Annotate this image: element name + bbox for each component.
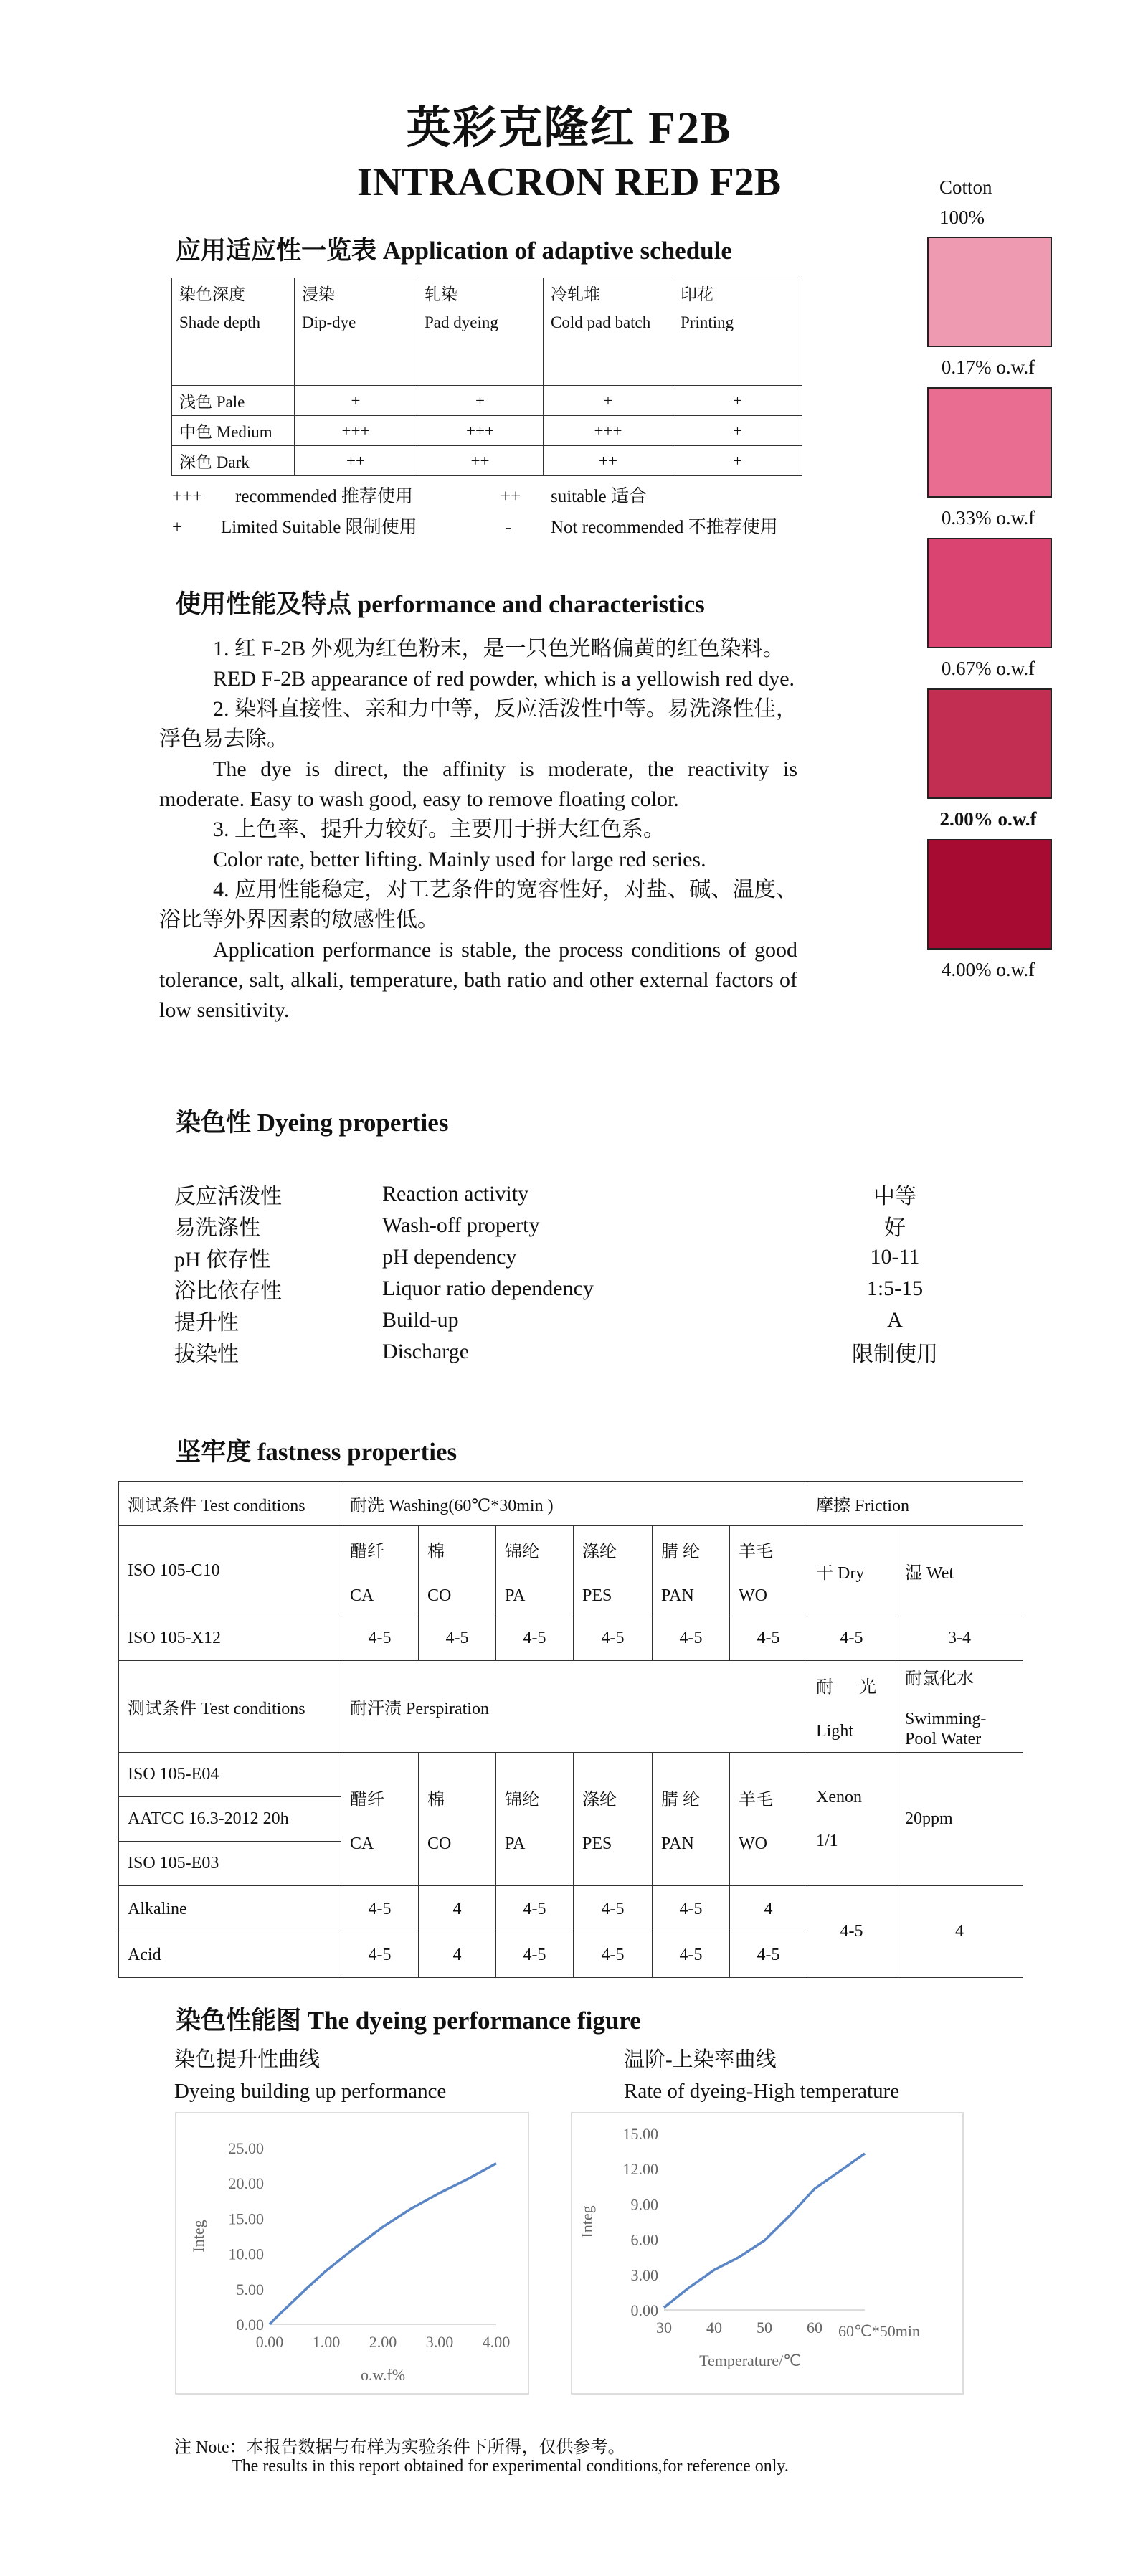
dp-row: pH 依存性 pH dependency 10-11: [174, 1245, 920, 1272]
dyeing-properties-table: [174, 1178, 977, 1368]
fastness-c10-row: [119, 1526, 1023, 1616]
y-tick-label: 9.00: [630, 2195, 658, 2214]
application-row-medium: [172, 416, 802, 446]
col-cold-pad-batch: 冷轧堆 Cold pad batch: [544, 278, 673, 386]
legend-symbol: ++: [501, 487, 521, 506]
test-conditions-label: 测试条件 Test conditions: [119, 1482, 341, 1526]
dp-row: 易洗涤性 Wash-off property 好: [174, 1213, 906, 1240]
fiber-wo: 羊毛 WO: [730, 1753, 807, 1886]
value-cell: 4-5: [419, 1616, 496, 1661]
x-tick-label: 40: [706, 2319, 722, 2336]
test-conditions-label: 测试条件 Test conditions: [119, 1661, 341, 1753]
light-label: 耐 光 Light: [807, 1661, 896, 1753]
legend-row-1: [172, 482, 647, 508]
value-cell: 4-5: [496, 1886, 574, 1933]
value-cell: 4-5: [574, 1886, 653, 1933]
application-row-dark: [172, 446, 802, 476]
fastness-x12-row: [119, 1616, 1023, 1661]
friction-dry-label: 干 Dry: [807, 1526, 896, 1616]
value-cell: 4-5: [341, 1933, 419, 1978]
col-dip-dye: 浸染 Dip-dye: [295, 278, 417, 386]
swatch-label: 2.00% o.w.f: [939, 808, 1037, 830]
note-line-2: The results in this report obtained for experimental conditions,for reference only.: [232, 2457, 789, 2476]
color-swatch: [927, 538, 1052, 648]
fastness-e04-row: [119, 1753, 1023, 1797]
fastness-alkaline-row: [119, 1886, 1023, 1933]
application-heading: 应用适应性一览表 Application of adaptive schedule: [176, 237, 732, 265]
build-up-chart-svg: [176, 2113, 528, 2393]
legend-text: recommended 推荐使用: [235, 487, 413, 506]
legend-symbol: -: [506, 518, 512, 537]
cell: +: [417, 386, 544, 416]
dp-row: 提升性 Build-up A: [174, 1308, 903, 1335]
para-1-cn: 1. 红 F-2B 外观为红色粉末，是一只色光略偏黄的红色染料。: [213, 637, 784, 660]
y-tick-label: 0.00: [236, 2316, 264, 2334]
x-tick-label: 4.00: [482, 2333, 511, 2351]
aatcc-label: AATCC 16.3-2012 20h: [119, 1797, 341, 1842]
ppm-cell: 20ppm: [896, 1753, 1023, 1886]
fiber-pan: 腈 纶 PAN: [653, 1753, 730, 1886]
perspiration-label: 耐汗渍 Perspiration: [341, 1661, 807, 1753]
left-chart-title: 染色提升性曲线 Dyeing building up performance: [174, 2048, 447, 2103]
value-cell: 4: [419, 1886, 496, 1933]
fiber-pa: 锦纶 PA: [496, 1753, 574, 1886]
x-tick-label: 50: [757, 2319, 772, 2336]
legend-text: suitable 适合: [551, 487, 648, 506]
para-1-en: RED F-2B appearance of red powder, which is a yellowish red dye.: [213, 667, 795, 691]
x-tick-label: 3.00: [425, 2333, 454, 2351]
value-cell: 4-5: [653, 1933, 730, 1978]
application-row-pale: [172, 386, 802, 416]
cell: +++: [295, 416, 417, 446]
fastness-perspiration-header-row: [119, 1661, 1023, 1753]
title-english: INTRACRON RED F2B: [356, 160, 782, 204]
friction-label: 摩擦 Friction: [807, 1482, 1023, 1526]
application-header-row: [172, 278, 802, 386]
value-cell: 4-5: [730, 1933, 807, 1978]
cell: +: [673, 446, 802, 476]
row-label: 深色 Dark: [172, 446, 295, 476]
iso-e04-label: ISO 105-E04: [119, 1753, 341, 1797]
x-axis-label: o.w.f%: [360, 2366, 406, 2384]
y-axis-label: Integ: [189, 2220, 207, 2253]
value-cell: 4-5: [496, 1616, 574, 1661]
series-line: [270, 2164, 496, 2324]
value-cell: 4-5: [730, 1616, 807, 1661]
dp-row: 浴比依存性 Liquor ratio dependency 1:5-15: [174, 1277, 924, 1303]
x-tick-label: 2.00: [369, 2333, 397, 2351]
washing-label: 耐洗 Washing(60℃*30min ): [341, 1482, 807, 1526]
iso-x12-label: ISO 105-X12: [119, 1616, 341, 1661]
value-cell: 4-5: [653, 1886, 730, 1933]
para-2-en: The dye is direct, the affinity is moderate, the reactivity is moderate. Easy to wash good, easy to remove floating color.: [159, 757, 797, 811]
swatch-label: 0.67% o.w.f: [941, 658, 1035, 679]
color-swatch: [927, 688, 1052, 799]
figure-heading: 染色性能图 The dyeing performance figure: [176, 2007, 641, 2035]
legend-symbol: +++: [172, 487, 203, 506]
swatch-label: 4.00% o.w.f: [941, 959, 1035, 980]
performance-text: [159, 634, 797, 1026]
temperature-chart: [571, 2112, 964, 2395]
legend-text: Not recommended 不推荐使用: [551, 518, 778, 537]
dp-row: 反应活泼性 Reaction activity 中等: [174, 1182, 916, 1208]
value-cell: 4-5: [341, 1886, 419, 1933]
x-tick-label: 30: [656, 2319, 672, 2336]
temperature-chart-svg: [572, 2113, 962, 2393]
iso-e03-label: ISO 105-E03: [119, 1842, 341, 1886]
legend-text: Limited Suitable 限制使用: [221, 518, 417, 537]
x-tick-label: 0.00: [255, 2333, 284, 2351]
y-axis-label: Integ: [578, 2205, 596, 2238]
acid-label: Acid: [119, 1933, 341, 1978]
y-tick-label: 15.00: [622, 2125, 658, 2143]
build-up-chart: [175, 2112, 529, 2395]
cell: +: [544, 386, 673, 416]
row-label: 中色 Medium: [172, 416, 295, 446]
pool-value: 4: [896, 1886, 1023, 1978]
y-tick-label: 3.00: [630, 2265, 658, 2284]
value-cell: 4-5: [341, 1616, 419, 1661]
value-cell: 4-5: [574, 1616, 653, 1661]
fastness-heading: 坚牢度 fastness properties: [176, 1438, 457, 1466]
y-tick-label: 6.00: [630, 2230, 658, 2249]
title-chinese: 英彩克隆红 F2B: [406, 104, 732, 153]
swatch-header: [939, 172, 992, 232]
right-chart-title: 温阶-上染率曲线 Rate of dyeing-High temperature: [624, 2048, 900, 2103]
para-4-en: Application performance is stable, the process conditions of good tolerance, salt, alkali, temperature, bath ratio and other external factors of low sensitivity.: [159, 938, 797, 1022]
swatch-label: 0.33% o.w.f: [941, 507, 1035, 529]
note-line-1: 注 Note：本报告数据与布样为实验条件下所得，仅供参考。: [174, 2438, 625, 2457]
y-tick-label: 15.00: [228, 2210, 264, 2228]
fiber-pa: 锦纶 PA: [496, 1526, 574, 1616]
fiber-pan: 腈 纶 PAN: [653, 1526, 730, 1616]
y-tick-label: 20.00: [228, 2174, 264, 2193]
col-printing: 印花 Printing: [673, 278, 802, 386]
fiber-ca: 醋纤 CA: [341, 1753, 419, 1886]
x-axis-label: Temperature/℃: [699, 2352, 801, 2369]
friction-wet-label: 湿 Wet: [896, 1526, 1023, 1616]
cell: ++: [417, 446, 544, 476]
x-tick-label: 60: [807, 2319, 822, 2336]
iso-c10-label: ISO 105-C10: [119, 1526, 341, 1616]
dyeing-properties-heading: 染色性 Dyeing properties: [176, 1109, 449, 1137]
cell: +: [673, 416, 802, 446]
y-tick-label: 5.00: [236, 2280, 264, 2298]
col-pad-dyeing: 轧染 Pad dyeing: [417, 278, 544, 386]
pool-water-label: 耐氯化水 Swimming-Pool Water: [896, 1661, 1023, 1753]
cell: +: [673, 386, 802, 416]
para-4-cn: 4. 应用性能稳定，对工艺条件的宽容性好，对盐、碱、温度、浴比等外界因素的敏感性低。: [159, 878, 797, 932]
legend-row-2: [172, 513, 778, 539]
color-swatch: [927, 839, 1052, 950]
x-tick-label: 1.00: [312, 2333, 341, 2351]
fiber-pes: 涤纶 PES: [574, 1526, 653, 1616]
dp-row: 拔染性 Discharge 限制使用: [174, 1340, 938, 1366]
y-tick-label: 10.00: [228, 2245, 264, 2263]
performance-heading: 使用性能及特点 performance and characteristics: [176, 590, 705, 618]
xenon-cell: Xenon 1/1: [807, 1753, 896, 1886]
cell: ++: [544, 446, 673, 476]
swatch-header-line1: Cotton: [939, 176, 992, 198]
value-cell: 4: [419, 1933, 496, 1978]
value-cell: 4: [730, 1886, 807, 1933]
fastness-header-row: [119, 1482, 1023, 1526]
cell: +++: [544, 416, 673, 446]
fiber-co: 棉 CO: [419, 1526, 496, 1616]
para-3-en: Color rate, better lifting. Mainly used for large red series.: [213, 848, 706, 871]
color-swatch: [927, 387, 1052, 498]
cell: +++: [417, 416, 544, 446]
fiber-wo: 羊毛 WO: [730, 1526, 807, 1616]
series-line: [664, 2154, 865, 2308]
legend-symbol: +: [172, 518, 183, 537]
fiber-co: 棉 CO: [419, 1753, 496, 1886]
fiber-pes: 涤纶 PES: [574, 1753, 653, 1886]
value-cell: 3-4: [896, 1616, 1023, 1661]
value-cell: 4-5: [653, 1616, 730, 1661]
value-cell: 4-5: [574, 1933, 653, 1978]
y-tick-label: 12.00: [622, 2160, 658, 2179]
para-2-cn: 2. 染料直接性、亲和力中等，反应活泼性中等。易洗涤性佳，浮色易去除。: [159, 697, 797, 751]
fiber-ca: 醋纤 CA: [341, 1526, 419, 1616]
para-3-cn: 3. 上色率、提升力较好。主要用于拼大红色系。: [213, 818, 665, 841]
swatch-header-line2: 100%: [939, 207, 985, 228]
x-annotation: 60℃*50min: [838, 2322, 920, 2340]
color-swatch: [927, 237, 1052, 347]
value-cell: 4-5: [496, 1933, 574, 1978]
value-cell: 4-5: [807, 1616, 896, 1661]
col-shade-depth: 染色深度 Shade depth: [172, 278, 295, 386]
cell: +: [295, 386, 417, 416]
y-tick-label: 25.00: [228, 2139, 264, 2157]
alkaline-label: Alkaline: [119, 1886, 341, 1933]
row-label: 浅色 Pale: [172, 386, 295, 416]
fastness-table: [118, 1481, 1023, 1978]
y-tick-label: 0.00: [630, 2301, 658, 2319]
light-value: 4-5: [807, 1886, 896, 1978]
swatch-label: 0.17% o.w.f: [941, 356, 1035, 378]
application-table: [171, 278, 802, 476]
cell: ++: [295, 446, 417, 476]
